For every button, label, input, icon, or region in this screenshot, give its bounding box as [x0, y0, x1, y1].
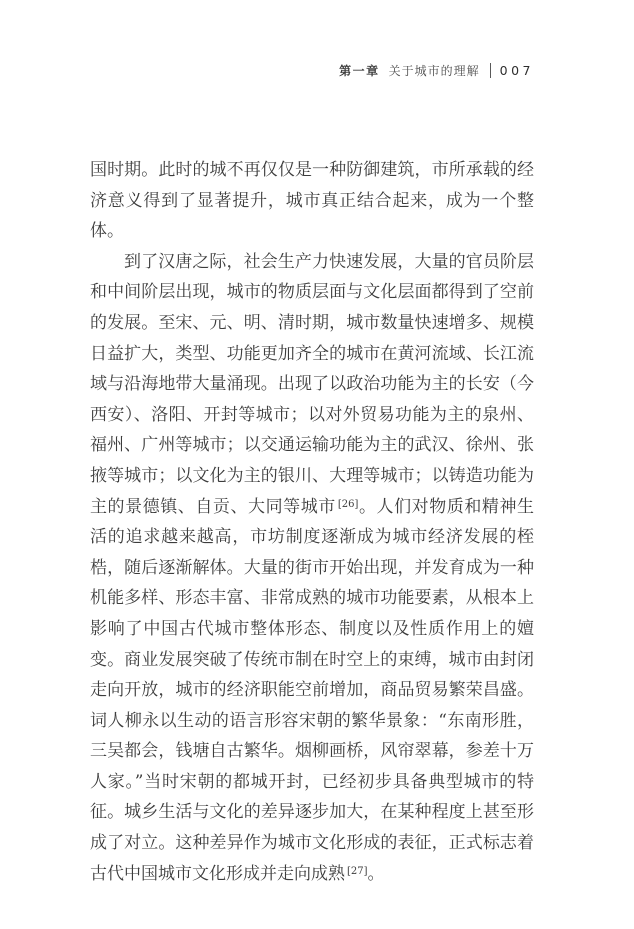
page-number: 007	[499, 63, 534, 78]
paragraph	[90, 247, 534, 889]
body-text	[90, 155, 534, 889]
section-title: 关于城市的理解	[388, 64, 480, 78]
footnote-reference: [26]	[337, 498, 359, 510]
header-divider	[490, 63, 491, 78]
text-segment: 国时期。此时的城不再仅仅是一种防御建筑，市所承载的经济意义得到了显著提升，城市真正结合起来，成为一个整体。	[90, 160, 534, 242]
text-segment: 。人们对物质和精神生活的追求越来越高，市坊制度逐渐成为城市经济发展的桎梏，随后逐渐解体。大量的街市开始出现，并发育成为一种机能多样、形态丰富、非常成熟的城市功能要素，从根本上影响了中国古代城市整体形态、制度以及性质作用上的嬗变。商业发展突破了传统市制在时空上的束缚，城市由封闭走向开放，城市的经济职能空前增加，商品贸易繁荣昌盛。词人柳永以生动的语言形容宋朝的繁华景象：“东南形胜，三吴都会，钱塘自古繁华。烟柳画桥，风帘翠幕，参差十万人家。”当时宋朝的都城开封，已经初步具备典型城市的特征。城乡生活与文化的差异逐步加大，在某种程度上甚至形成了对立。这种差异作为城市文化形成的表征，正式标志着古代中国城市文化形成并走向成熟	[90, 496, 535, 884]
paragraph	[90, 155, 534, 247]
running-head	[339, 62, 534, 79]
footnote-reference: [27]	[347, 865, 368, 877]
text-segment: 。	[367, 863, 385, 884]
text-segment: 到了汉唐之际，社会生产力快速发展，大量的官员阶层和中间阶层出现，城市的物质层面与文化层面都得到了空前的发展。至宋、元、明、清时期，城市数量快速增多、规模日益扩大，类型、功能更加齐全的城市在黄河流域、长江流域与沿海地带大量涌现。出现了以政治功能为主的长安（今西安）、洛阳、开封等城市；以对外贸易功能为主的泉州、福州、广州等城市；以交通运输功能为主的武汉、徐州、张掖等城市；以文化为主的银川、大理等城市；以铸造功能为主的景德镇、自贡、大同等城市	[90, 251, 534, 517]
chapter-label: 第一章	[339, 64, 380, 78]
